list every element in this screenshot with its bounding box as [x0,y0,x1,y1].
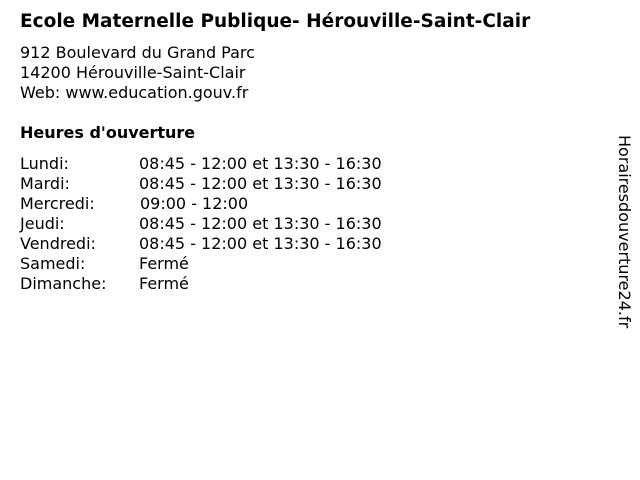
day-label: Dimanche: [20,274,107,293]
day-label: Samedi: [20,254,86,273]
time-value: 08:45 - 12:00 et 13:30 - 16:30 [139,234,382,253]
page-title: Ecole Maternelle Publique- Hérouville-Saint-Clair [20,11,531,32]
time-value: 09:00 - 12:00 [140,194,249,213]
day-label: Mercredi: [20,194,95,213]
day-label: Vendredi: [20,234,96,253]
time-value: 08:45 - 12:00 et 13:30 - 16:30 [139,154,382,173]
time-value: 08:45 - 12:00 et 13:30 - 16:30 [139,214,382,233]
address-block [20,43,255,103]
city-address: 14200 Hérouville-Saint-Clair [20,63,246,82]
time-value: Fermé [139,274,189,293]
site-brand-watermark: Horairesdouverture24.fr [615,135,634,329]
day-label: Jeudi: [20,214,65,233]
time-value: 08:45 - 12:00 et 13:30 - 16:30 [139,174,382,193]
street-address: 912 Boulevard du Grand Parc [20,43,255,62]
website-line: Web: www.education.gouv.fr [20,83,249,102]
hours-heading: Heures d'ouverture [20,123,196,142]
time-value: Fermé [139,254,189,273]
day-label: Lundi: [20,154,69,173]
day-label: Mardi: [20,174,70,193]
